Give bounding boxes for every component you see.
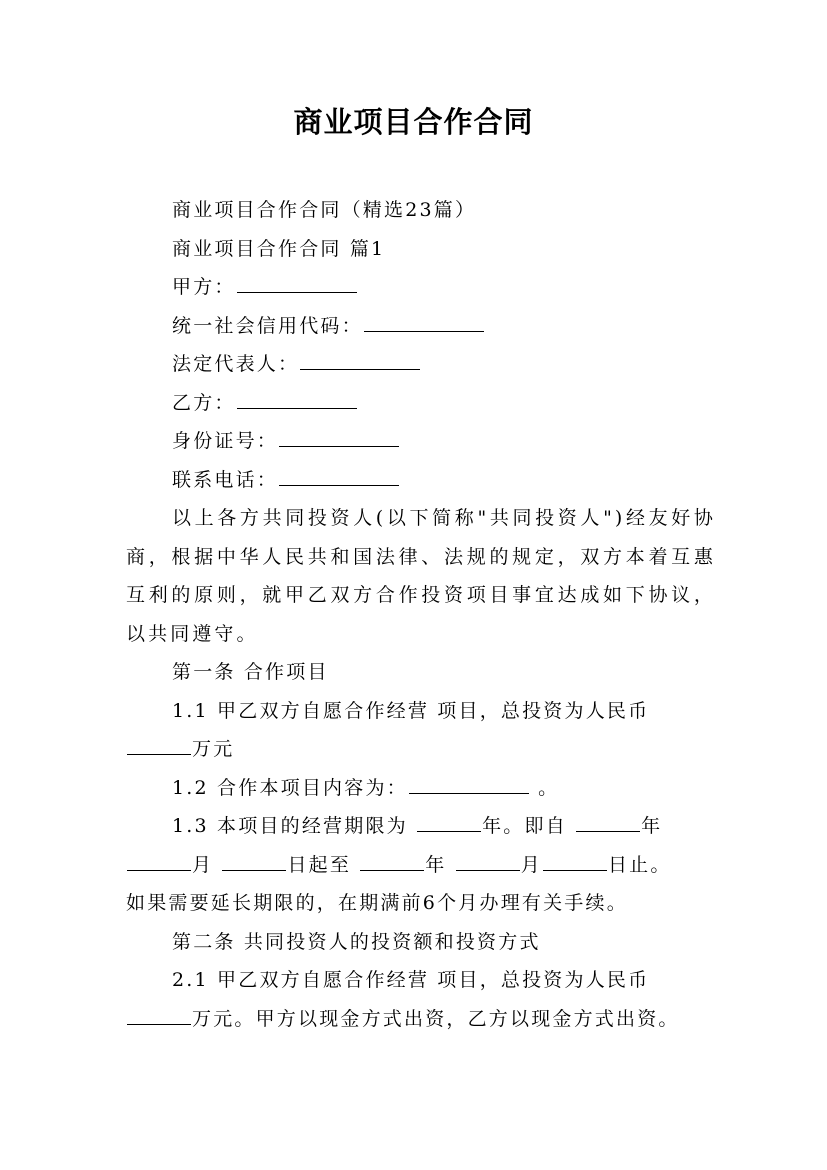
clause-1-3-text-g: 月 <box>520 853 542 876</box>
subtitle-line: 商业项目合作合同（精选23篇） <box>172 199 477 221</box>
clause-2-1-line-b <box>126 1000 716 1039</box>
clause-1-3-blank-5 <box>360 869 424 871</box>
phone-blank <box>279 484 399 486</box>
party-a-label: 甲方： <box>172 276 236 298</box>
clause-1-3-line-c: 如果需要延长期限的，在期满前6个月办理有关手续。 <box>126 892 628 914</box>
legal-rep-blank <box>300 368 420 370</box>
clause-1-3-blank-1 <box>417 830 481 832</box>
clause-1-2-line <box>126 769 716 808</box>
id-number-blank <box>279 445 399 447</box>
credit-code-blank <box>364 330 484 332</box>
party-b-line <box>126 384 716 423</box>
credit-code-line <box>126 307 716 346</box>
party-a-blank <box>237 291 357 293</box>
clause-1-3-text-f: 年 <box>425 853 455 876</box>
clause-1-1-text-b: 万元 <box>192 738 235 760</box>
clause-1-3-line-b <box>126 846 716 885</box>
article-2-heading: 第二条 共同投资人的投资额和投资方式 <box>172 930 541 953</box>
clause-1-3-blank-2 <box>576 830 640 832</box>
clause-1-3-text-h: 日止。 <box>607 853 672 876</box>
clause-1-3-blank-3 <box>127 869 191 871</box>
clause-1-3-blank-4 <box>222 869 286 871</box>
party-b-label: 乙方： <box>172 391 236 414</box>
credit-code-label: 统一社会信用代码： <box>172 314 363 337</box>
clause-1-1-line-a: 1.1 甲乙双方自愿合作经营 项目，总投资为人民币 <box>172 699 650 722</box>
clause-1-3-text-c: 年 <box>641 815 663 837</box>
clause-1-3-line-a <box>126 807 716 846</box>
phone-label: 联系电话： <box>172 468 279 491</box>
clause-1-1-blank <box>127 753 191 755</box>
clause-2-1-line-a: 2.1 甲乙双方自愿合作经营 项目，总投资为人民币 <box>172 969 650 991</box>
intro-paragraph: 以上各方共同投资人(以下简称"共同投资人")经友好协商，根据中华人民共和国法律、法规的规定，双方本着互惠互利的原则，就甲乙双方合作投资项目事宜达成如下协议，以共同遵守。 <box>126 507 716 645</box>
clause-1-2-text-b: 。 <box>529 776 560 799</box>
clause-1-3-blank-7 <box>543 869 607 871</box>
legal-rep-line <box>126 345 716 384</box>
clause-1-3-text-a: 1.3 本项目的经营期限为 <box>172 815 417 837</box>
section-heading: 商业项目合作合同 篇1 <box>172 237 386 260</box>
clause-1-3-text-d: 月 <box>192 853 222 876</box>
clause-1-1-line-b <box>126 730 716 769</box>
article-1-heading: 第一条 合作项目 <box>172 661 329 683</box>
id-number-label: 身份证号： <box>172 430 279 452</box>
clause-1-2-blank <box>409 792 529 794</box>
clause-2-1-blank <box>127 1023 191 1025</box>
clause-1-3-blank-6 <box>456 869 520 871</box>
party-a-line <box>126 268 716 307</box>
party-b-blank <box>237 407 357 409</box>
clause-1-3-text-b: 年。即自 <box>482 815 576 837</box>
clause-1-2-text-a: 1.2 合作本项目内容为： <box>172 776 408 799</box>
phone-line <box>126 461 716 500</box>
legal-rep-label: 法定代表人： <box>172 353 300 375</box>
clause-2-1-text-b: 万元。甲方以现金方式出资，乙方以现金方式出资。 <box>192 1007 680 1030</box>
document-title: 商业项目合作合同 <box>293 105 534 139</box>
clause-1-3-text-e: 日起至 <box>287 853 360 876</box>
id-number-line <box>126 422 716 461</box>
document-body <box>126 191 716 1038</box>
